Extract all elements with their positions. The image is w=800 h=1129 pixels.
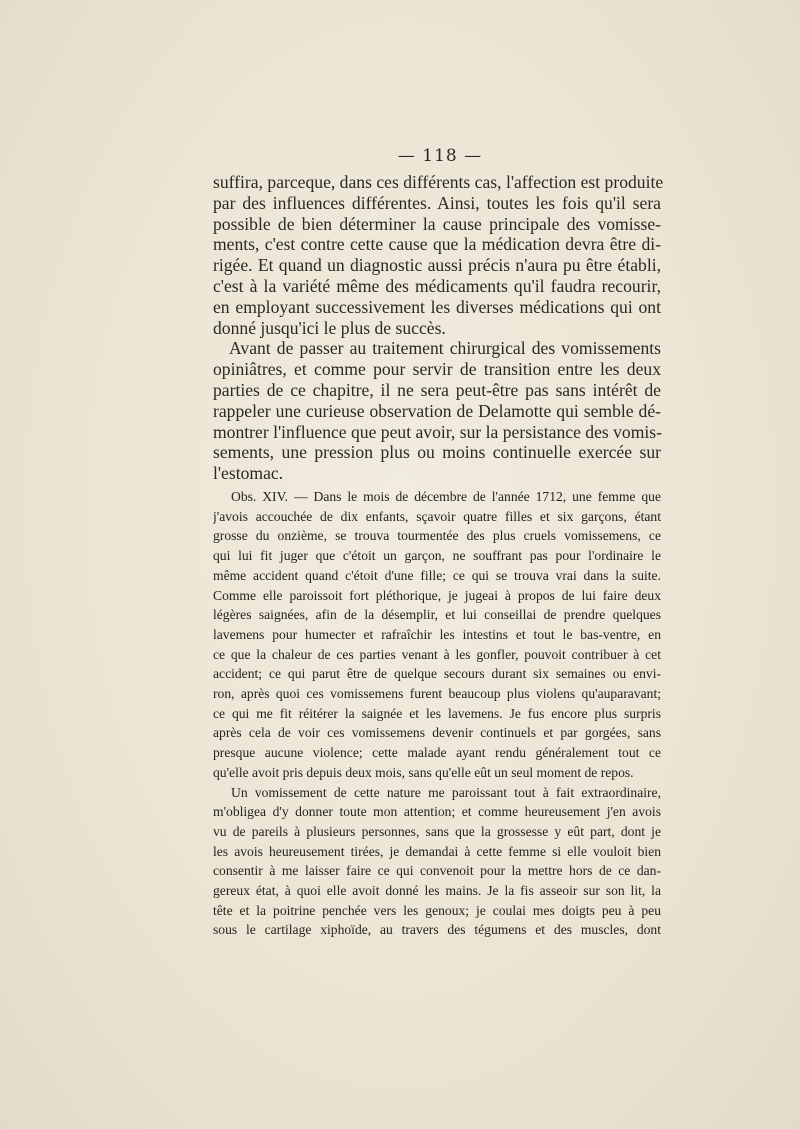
page-number: — 118 — — [397, 146, 483, 166]
obs-line: sous le cartilage xiphoïde, au travers des tégumens et des muscles, dont — [213, 922, 661, 938]
obs-line: gereux état, à quoi elle avoit donné les mains. Je la fis asseoir sur son lit, la — [213, 883, 661, 899]
obs-line: ce que la chaleur de ces parties venant à les gonfler, pouvoit contribuer à cet — [213, 646, 661, 662]
obs-line: Comme elle paroissoit fort pléthorique, je jugeai à propos de lui faire deux — [213, 587, 661, 603]
obs-line: grosse du onzième, se trouva tourmentée des plus cruels vomissemens, ce — [213, 528, 661, 544]
text-line: suffira, parceque, dans ces différents cas, l'affection est produite — [213, 172, 664, 192]
obs-line: ron, après quoi ces vomissemens furent beaucoup plus violens qu'auparavant; — [213, 686, 661, 702]
text-line: ments, c'est contre cette cause que la médication devra être di- — [213, 234, 661, 255]
obs-line: qu'elle avoit pris depuis deux mois, sans qu'elle eût un seul moment de repos. — [213, 764, 634, 780]
text-line: opiniâtres, et comme pour servir de transition entre les deux — [213, 359, 661, 380]
obs-line: même accident quand c'étoit d'une fille; ce qui se trouva vrai dans la suite. — [213, 567, 661, 583]
text-line: c'est à la variété même des médicaments qu'il faudra recourir, — [213, 275, 661, 296]
obs-line: j'avois accouchée de dix enfants, sçavoir quatre filles et six garçons, étant — [213, 508, 661, 524]
obs-line: légères saignées, afin de la désemplir, et lui conseillai de prendre quelques — [213, 607, 661, 623]
text-line: rigée. Et quand un diagnostic aussi précis n'aura pu être établi, — [213, 255, 661, 276]
obs-line: presque aucune violence; cette malade ayant rendu généralement tout ce — [213, 745, 661, 761]
obs-line: lavemens pour humecter et rafraîchir les intestins et tout le bas-ventre, en — [213, 626, 661, 642]
text-line: en employant successivement les diverses médications qui ont — [213, 296, 661, 317]
text-line: sements, une pression plus ou moins continuelle exercée sur — [213, 442, 661, 463]
text-line: l'estomac. — [213, 463, 284, 484]
obs-line: après cela de voir ces vomissemens devenir continuels et par gorgées, sans — [213, 725, 661, 741]
obs-line: qui lui fit juger que c'étoit un garçon, ne souffrant pas pour l'ordinaire le — [213, 548, 661, 564]
obs-line: vu de pareils à plusieurs personnes, sans que la grossesse y eût part, dont je — [213, 823, 661, 839]
obs-line: Un vomissement de cette nature me paroissant tout à fait extraordinaire, — [231, 784, 661, 800]
text-line: possible de bien déterminer la cause principale des vomisse- — [213, 213, 661, 234]
obs-line: m'obligea d'y donner toute mon attention; et comme heureusement j'en avois — [213, 804, 661, 820]
obs-line: Obs. XIV. — Dans le mois de décembre de l'année 1712, une femme que — [231, 489, 661, 504]
obs-line: consentir à me laisser faire ce qui convenoit pour la mettre hors de ce dan- — [213, 863, 661, 879]
text-line: par des influences différentes. Ainsi, toutes les fois qu'il sera — [213, 192, 661, 213]
text-line: montrer l'influence que peut avoir, sur la persistance des vomis- — [213, 421, 663, 442]
obs-line: les avois heureusement tirées, je demandai à cette femme si elle vouloit bien — [213, 843, 661, 859]
text-line: rappeler une curieuse observation de Delamotte qui semble dé- — [213, 400, 661, 421]
text-line: Avant de passer au traitement chirurgical des vomissements — [229, 338, 661, 359]
obs-line: tête et la poitrine penchée vers les genoux; je coulai mes doigts peu à peu — [213, 902, 661, 918]
obs-line: accident; ce qui parut être de quelque secours durant six semaines ou envi- — [213, 666, 661, 682]
text-line: parties de ce chapitre, il ne sera peut-être pas sans intérêt de — [213, 379, 661, 400]
text-line: donné jusqu'ici le plus de succès. — [213, 317, 446, 338]
obs-line: ce qui me fit réitérer la saignée et les lavemens. Je fus encore plus surpris — [213, 705, 661, 721]
main-text-block — [213, 172, 664, 484]
observation-block — [213, 487, 661, 940]
